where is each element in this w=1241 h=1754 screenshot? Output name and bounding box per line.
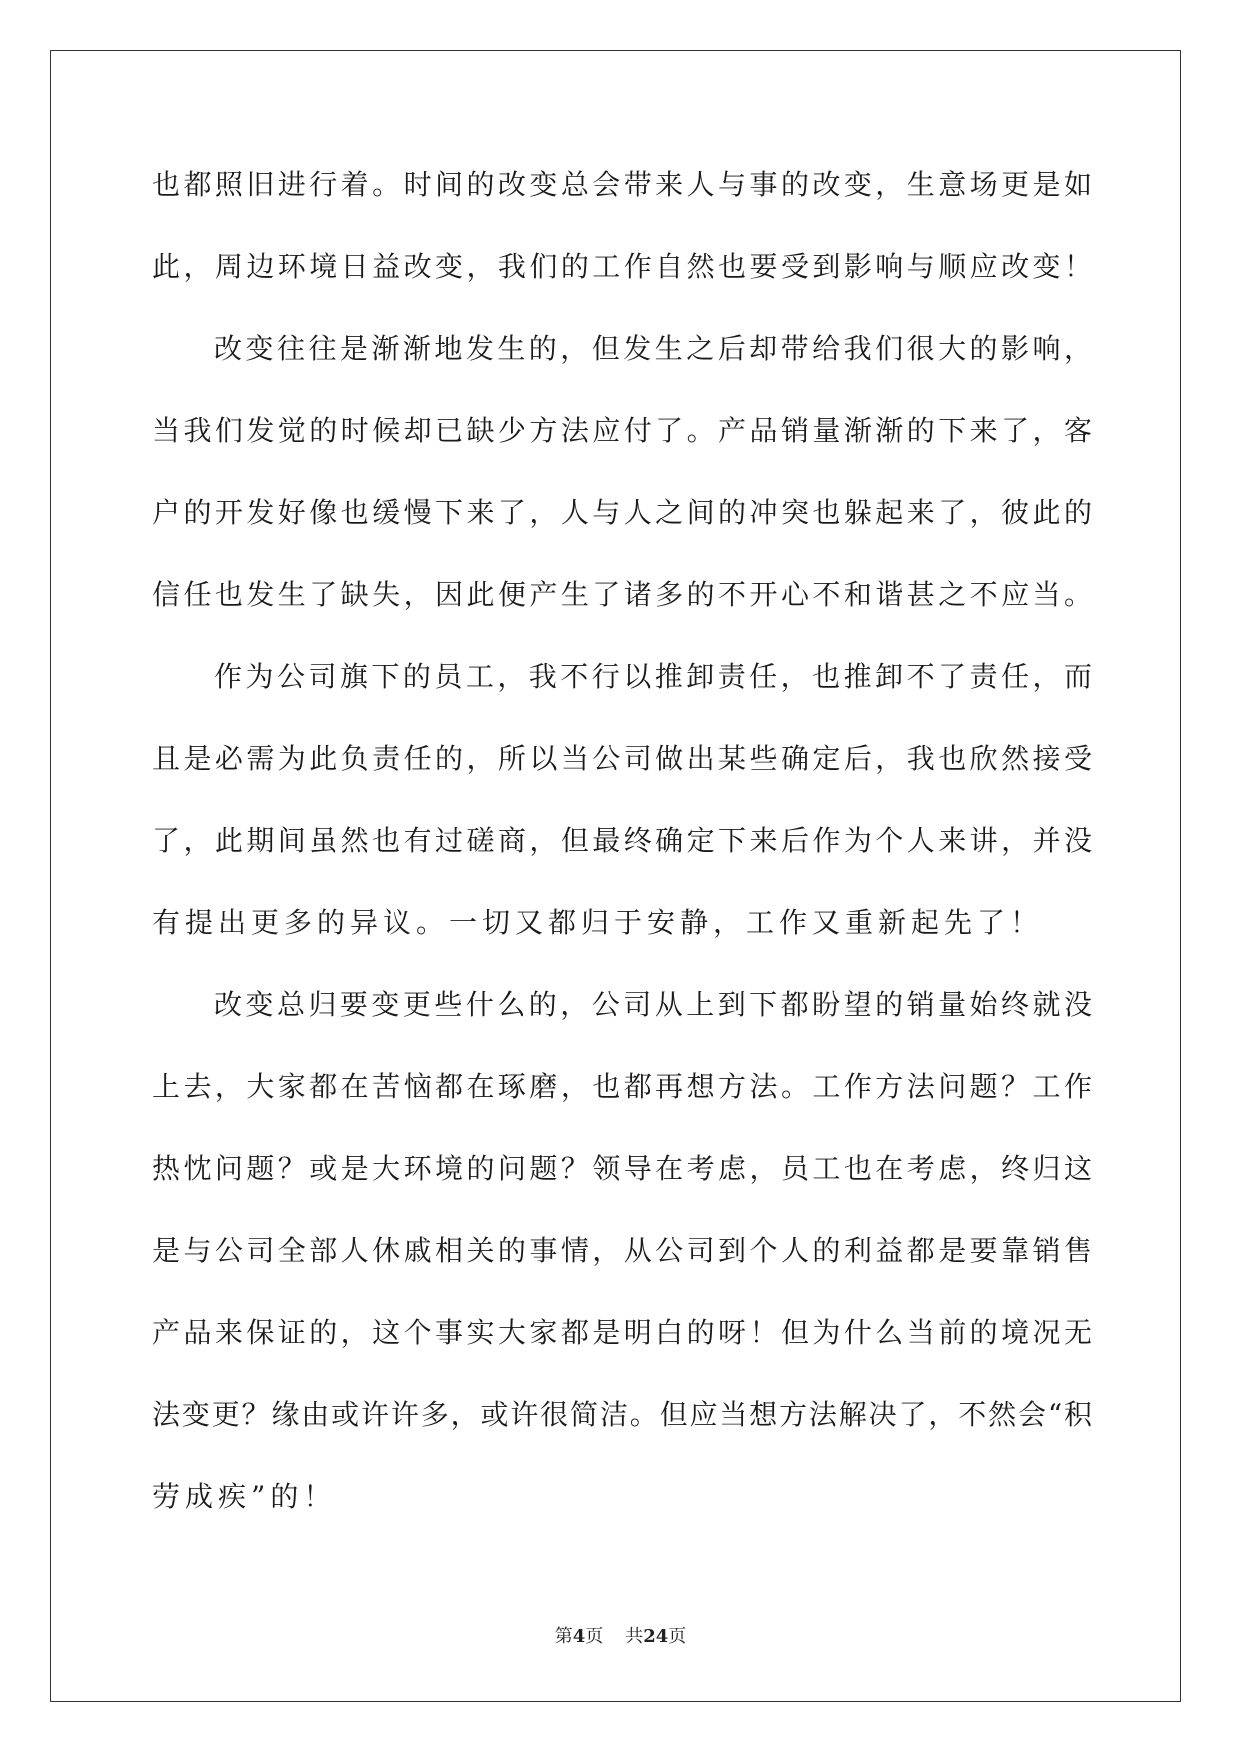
text-line: 是与公司全部人休戚相关的事情，从公司到个人的利益都是要靠销售	[152, 1234, 1092, 1267]
total-suffix: 页	[668, 1626, 687, 1647]
text-line: 了，此期间虽然也有过磋商，但最终确定下来后作为个人来讲，并没	[152, 824, 1092, 857]
text-line: 也都照旧进行着。时间的改变总会带来人与事的改变，生意场更是如	[152, 168, 1092, 201]
text-line: 当我们发觉的时候却已缺少方法应付了。产品销量渐渐的下来了，客	[152, 414, 1092, 447]
text-line: 改变往往是渐渐地发生的，但发生之后却带给我们很大的影响，	[214, 332, 1092, 365]
text-line: 劳成疾”的！	[152, 1480, 337, 1513]
total-prefix: 共	[625, 1626, 644, 1647]
total-page-number: 24	[643, 1626, 669, 1647]
current-page-number: 4	[572, 1626, 586, 1647]
text-line: 户的开发好像也缓慢下来了，人与人之间的冲突也躲起来了，彼此的	[152, 496, 1092, 529]
text-line: 作为公司旗下的员工，我不行以推卸责任，也推卸不了责任，而	[214, 660, 1092, 693]
text-line: 信任也发生了缺失，因此便产生了诸多的不开心不和谐甚之不应当。	[152, 578, 1092, 611]
text-line: 热忱问题？或是大环境的问题？领导在考虑，员工也在考虑，终归这	[152, 1152, 1092, 1185]
text-line: 上去，大家都在苦恼都在琢磨，也都再想方法。工作方法问题？工作	[152, 1070, 1092, 1103]
text-line: 有提出更多的异议。一切又都归于安静，工作又重新起先了！	[152, 906, 1044, 939]
document-body	[152, 160, 1092, 1554]
page-suffix: 页	[585, 1626, 604, 1647]
page-prefix: 第	[554, 1626, 573, 1647]
page-footer	[0, 1622, 1241, 1648]
text-line: 产品来保证的，这个事实大家都是明白的呀！但为什么当前的境况无	[152, 1316, 1092, 1349]
text-line: 且是必需为此负责任的，所以当公司做出某些确定后，我也欣然接受	[152, 742, 1092, 775]
text-line: 法变更？缘由或许许多，或许很简洁。但应当想方法解决了，不然会“积	[152, 1398, 1092, 1431]
text-line: 改变总归要变更些什么的，公司从上到下都盼望的销量始终就没	[214, 988, 1092, 1021]
text-line: 此，周边环境日益改变，我们的工作自然也要受到影响与顺应改变！	[152, 250, 1092, 283]
